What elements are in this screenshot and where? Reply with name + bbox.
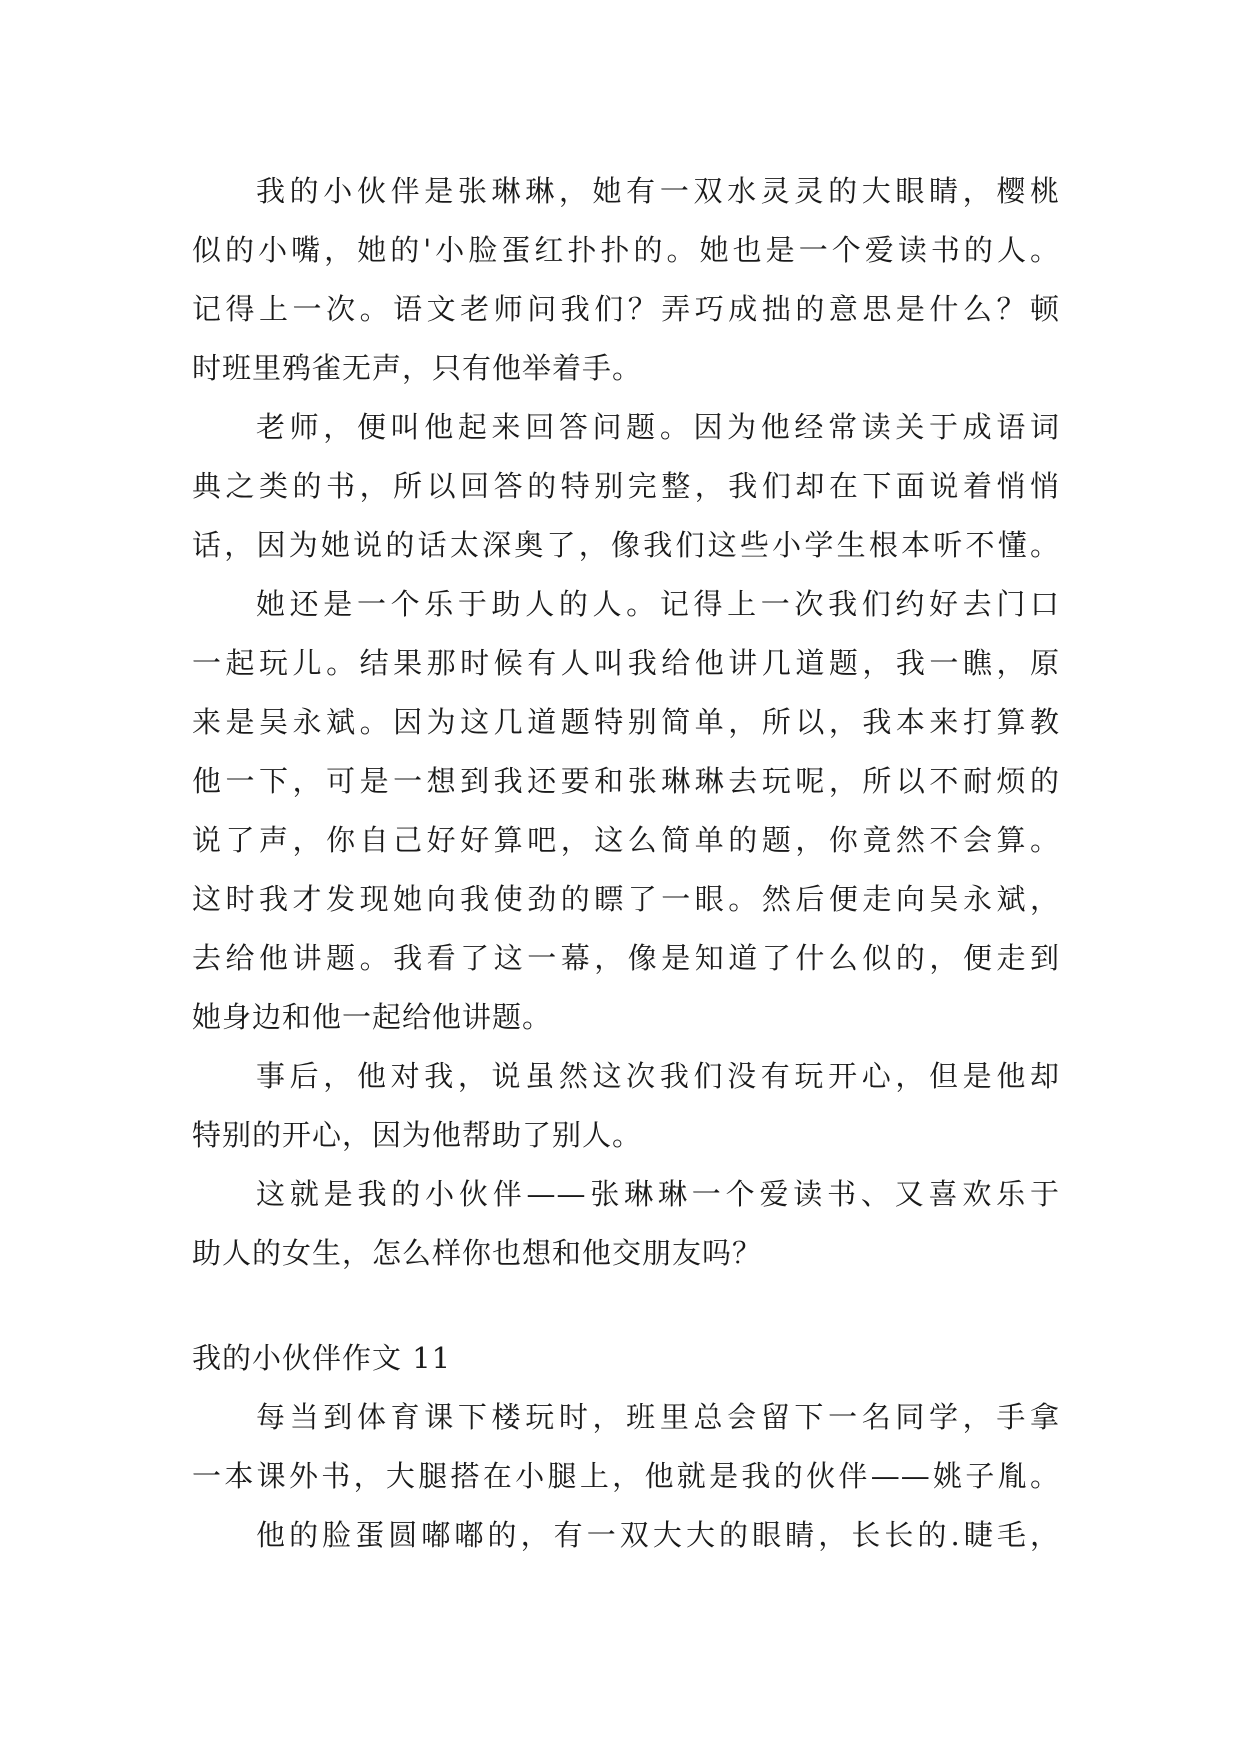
text-line: 这就是我的小伙伴——张琳琳一个爱读书、又喜欢乐于 xyxy=(256,1177,1060,1211)
document-body xyxy=(192,162,1060,1565)
paragraph xyxy=(192,1388,1060,1506)
text-line: 话，因为她说的话太深奥了，像我们这些小学生根本听不懂。 xyxy=(192,528,1060,562)
text-line: 事后，他对我，说虽然这次我们没有玩开心，但是他却 xyxy=(256,1059,1060,1093)
text-line: 她身边和他一起给他讲题。 xyxy=(192,1000,553,1034)
text-line: 时班里鸦雀无声，只有他举着手。 xyxy=(192,351,643,385)
text-line: 每当到体育课下楼玩时，班里总会留下一名同学，手拿 xyxy=(256,1400,1060,1434)
text-line: 他的脸蛋圆嘟嘟的，有一双大大的眼睛，长长的.睫毛， xyxy=(256,1518,1060,1552)
text-line: 这时我才发现她向我使劲的瞟了一眼。然后便走向吴永斌， xyxy=(192,882,1060,916)
section-spacer xyxy=(192,1283,1060,1329)
paragraph xyxy=(192,1047,1060,1165)
text-line: 她还是一个乐于助人的人。记得上一次我们约好去门口 xyxy=(256,587,1060,621)
paragraph xyxy=(192,1506,1060,1565)
text-line: 去给他讲题。我看了这一幕，像是知道了什么似的，便走到 xyxy=(192,941,1060,975)
text-line: 一起玩儿。结果那时候有人叫我给他讲几道题，我一瞧，原 xyxy=(192,646,1060,680)
text-line: 老师，便叫他起来回答问题。因为他经常读关于成语词 xyxy=(256,410,1060,444)
text-line: 说了声，你自己好好算吧，这么简单的题，你竟然不会算。 xyxy=(192,823,1060,857)
text-line: 助人的女生，怎么样你也想和他交朋友吗？ xyxy=(192,1236,763,1270)
paragraph xyxy=(192,575,1060,1047)
paragraph xyxy=(192,398,1060,575)
text-line: 似的小嘴，她的'小脸蛋红扑扑的。她也是一个爱读书的人。 xyxy=(192,233,1060,267)
text-line: 典之类的书，所以回答的特别完整，我们却在下面说着悄悄 xyxy=(192,469,1060,503)
text-line: 记得上一次。语文老师问我们？弄巧成拙的意思是什么？顿 xyxy=(192,292,1060,326)
text-line: 我的小伙伴是张琳琳，她有一双水灵灵的大眼睛，樱桃 xyxy=(256,174,1060,208)
text-line: 他一下，可是一想到我还要和张琳琳去玩呢，所以不耐烦的 xyxy=(192,764,1060,798)
text-line: 特别的开心，因为他帮助了别人。 xyxy=(192,1118,643,1152)
text-line: 一本课外书，大腿搭在小腿上，他就是我的伙伴——姚子胤。 xyxy=(192,1459,1060,1493)
text-line: 来是吴永斌。因为这几道题特别简单，所以，我本来打算教 xyxy=(192,705,1060,739)
paragraph xyxy=(192,1165,1060,1283)
section-heading: 我的小伙伴作文 11 xyxy=(192,1341,452,1375)
paragraph xyxy=(192,162,1060,398)
